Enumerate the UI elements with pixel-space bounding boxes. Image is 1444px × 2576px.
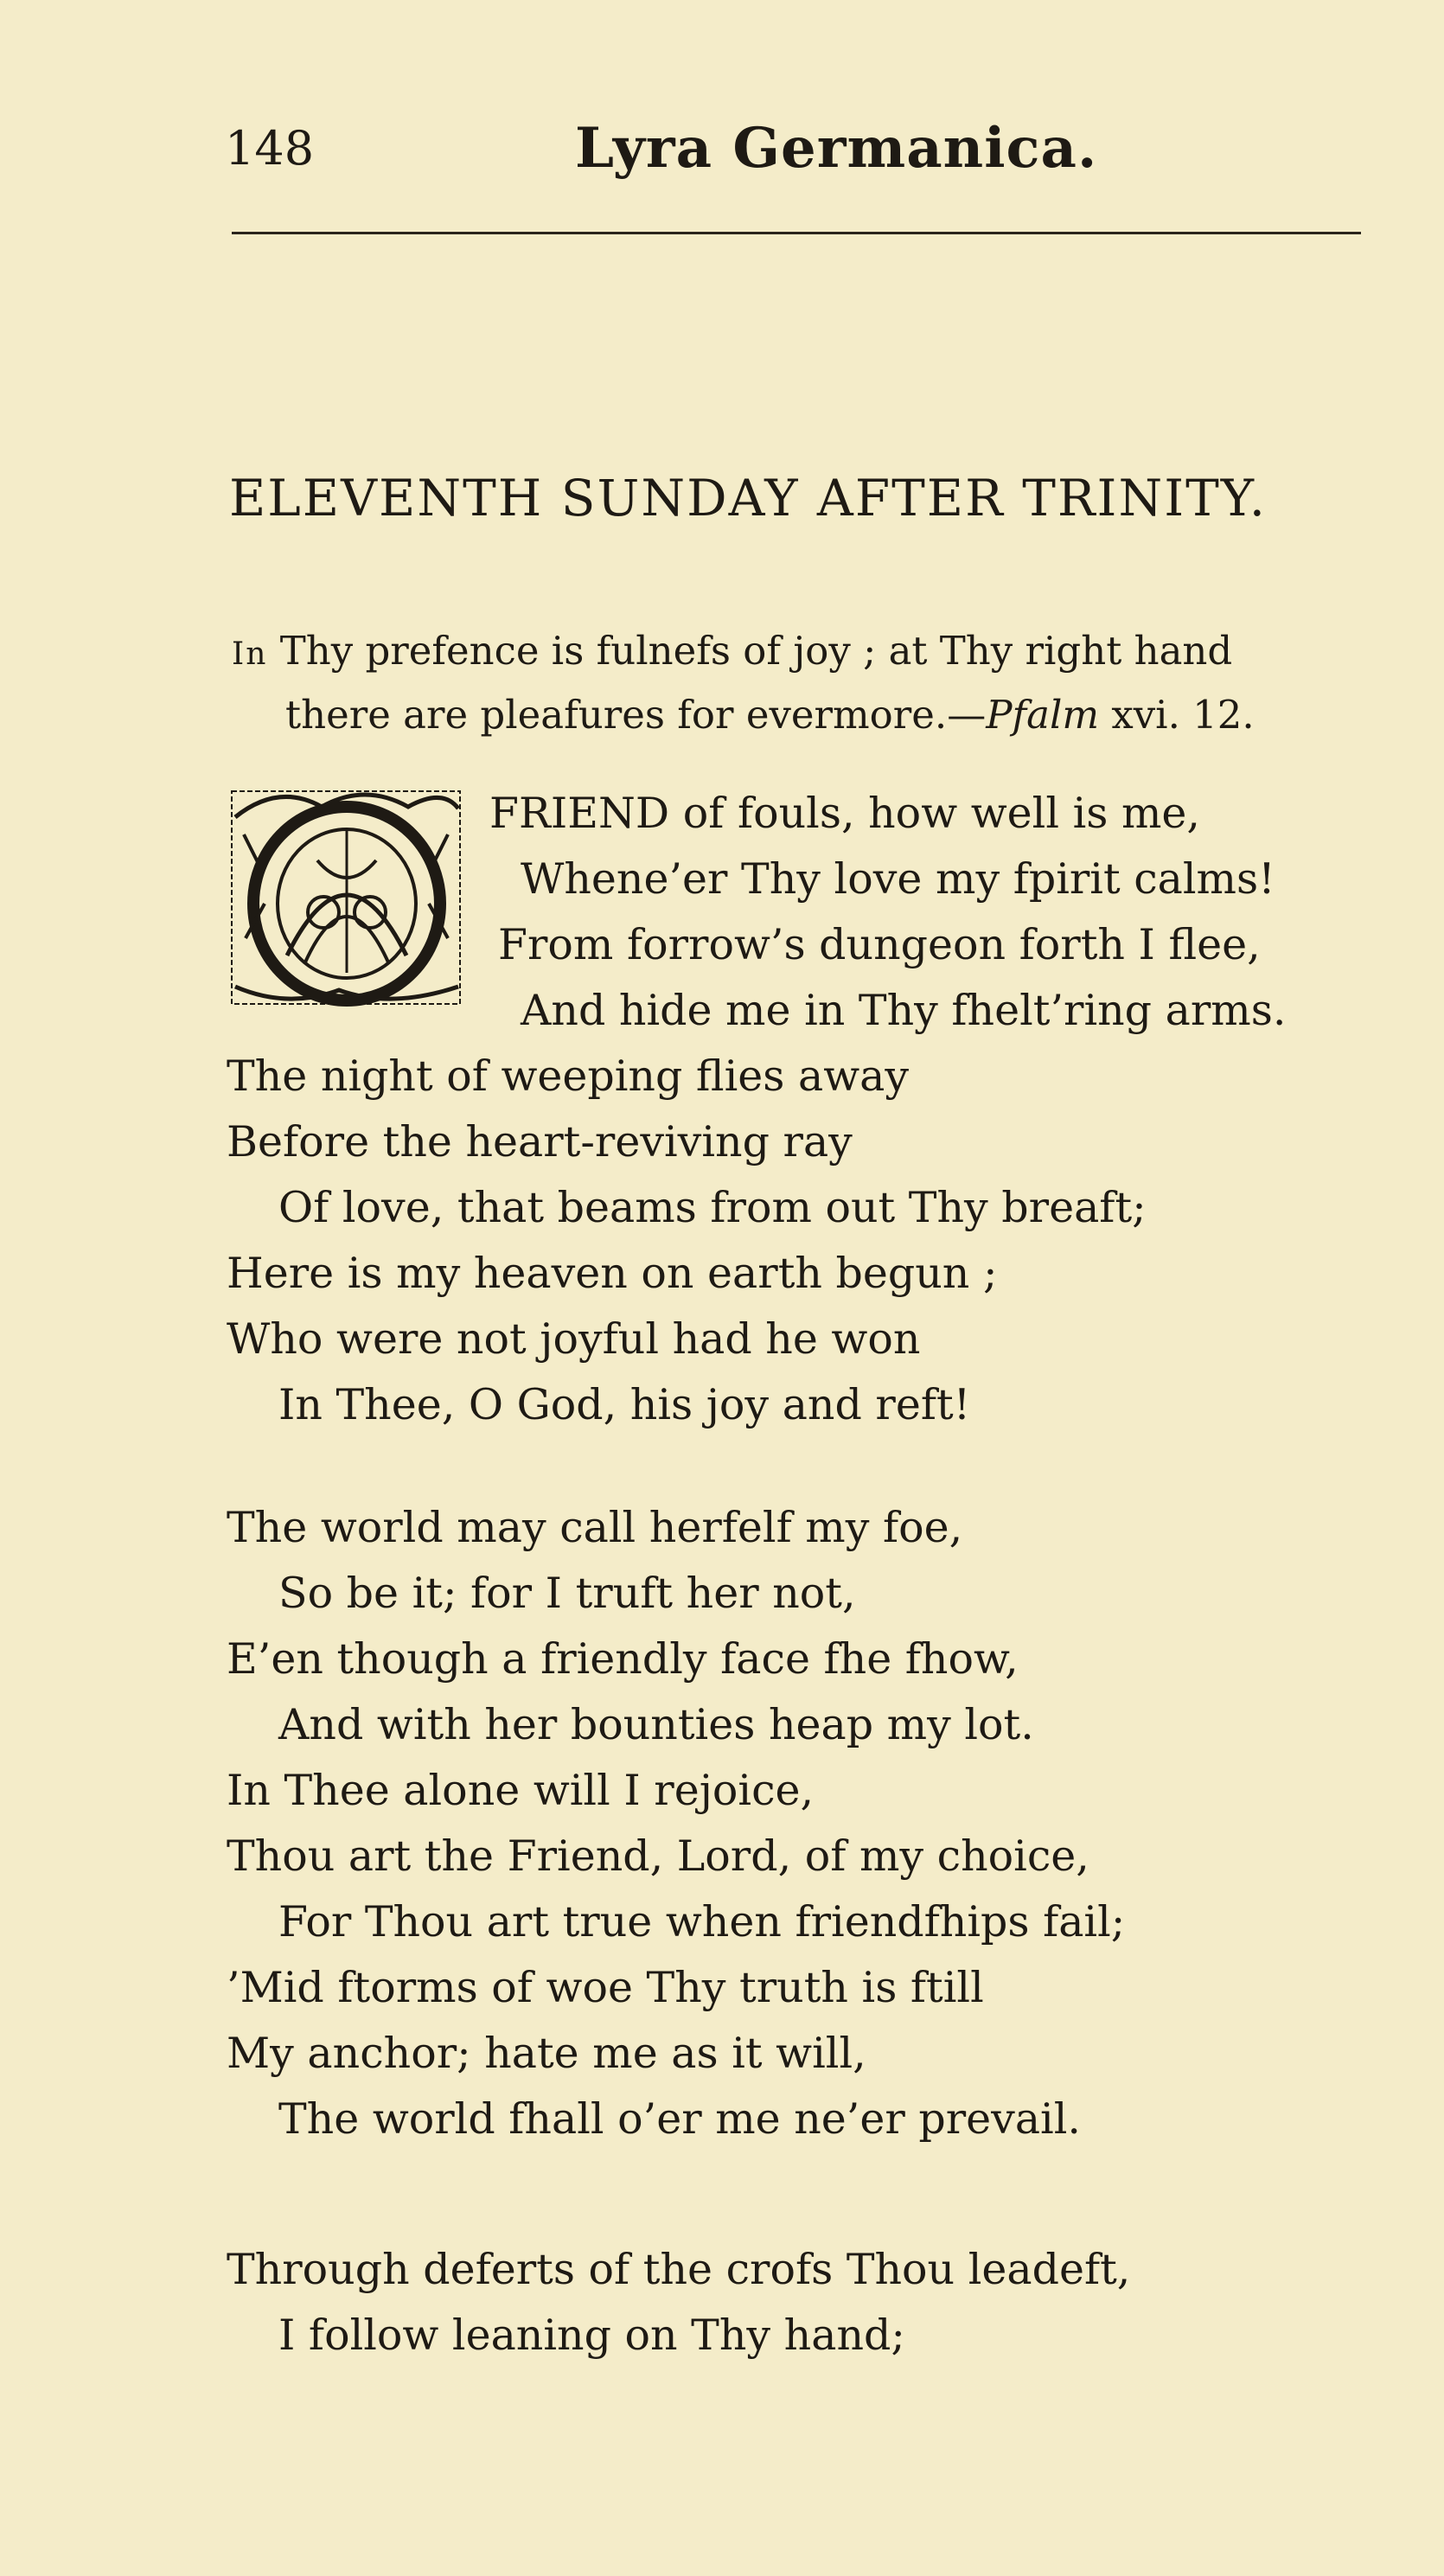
verse-line: For Thou art true when friendfhips fail; [278,1897,1126,1946]
verse-line: My anchor; hate me as it will, [227,2029,866,2078]
epigraph-line-2-text: there are pleafures for evermore.— [285,692,987,738]
verse-line: Of love, that beams from out Thy breaft; [278,1183,1147,1232]
verse-line: ’Mid ftorms of woe Thy truth is ftill [227,1963,984,2012]
verse-line: In Thee, O God, his joy and reft! [278,1380,971,1429]
verse-line: So be it; for I truft her not, [278,1569,856,1618]
verse-line: The world fhall o’er me ne’er prevail. [278,2094,1081,2144]
verse-line: Thou art the Friend, Lord, of my choice, [227,1831,1089,1881]
verse-line: The night of weeping flies away [227,1051,910,1101]
epigraph-source: Pfalm [986,692,1100,738]
verse-line: In Thee alone will I rejoice, [227,1766,815,1815]
verse-line: And hide me in Thy fhelt’ring arms. [521,986,1287,1035]
epigraph-lead: In [232,636,268,672]
epigraph-line-1 [232,621,1373,685]
verse-line: Here is my heaven on earth begun ; [227,1249,998,1298]
running-head [225,116,1366,199]
epigraph [232,621,1373,745]
verse-line: I follow leaning on Thy hand; [278,2311,905,2360]
verse-line: From forrow’s dungeon forth I flee, [498,920,1261,969]
epigraph-line-2 [232,685,1373,745]
page-number: 148 [225,121,315,176]
verse-line: The world may call herfelf my foe, [227,1503,963,1552]
epigraph-reference: xvi. 12. [1111,692,1255,738]
ornamental-initial-icon [227,783,467,1016]
verse-line: FRIEND of fouls, how well is me, [489,789,1200,838]
drop-cap-ornament [227,783,467,1016]
book-title: Lyra Germanica. [575,116,1098,181]
verse-line: Through deferts of the crofs Thou leadeft, [227,2245,1131,2294]
verse-line: And with her bounties heap my lot. [278,1700,1034,1749]
verse-line: Whene’er Thy love my fpirit calms! [521,854,1275,904]
verse-line: Before the heart-reviving ray [227,1117,853,1167]
chapter-heading: ELEVENTH SUNDAY AFTER TRINITY. [228,469,1268,527]
verse-line: Who were not joyful had he won [227,1314,921,1364]
verse-line: E’en though a friendly face fhe fhow, [227,1634,1019,1684]
header-rule [232,232,1361,234]
epigraph-line-1-text: Thy prefence is fulnefs of joy ; at Thy right hand [279,628,1233,674]
